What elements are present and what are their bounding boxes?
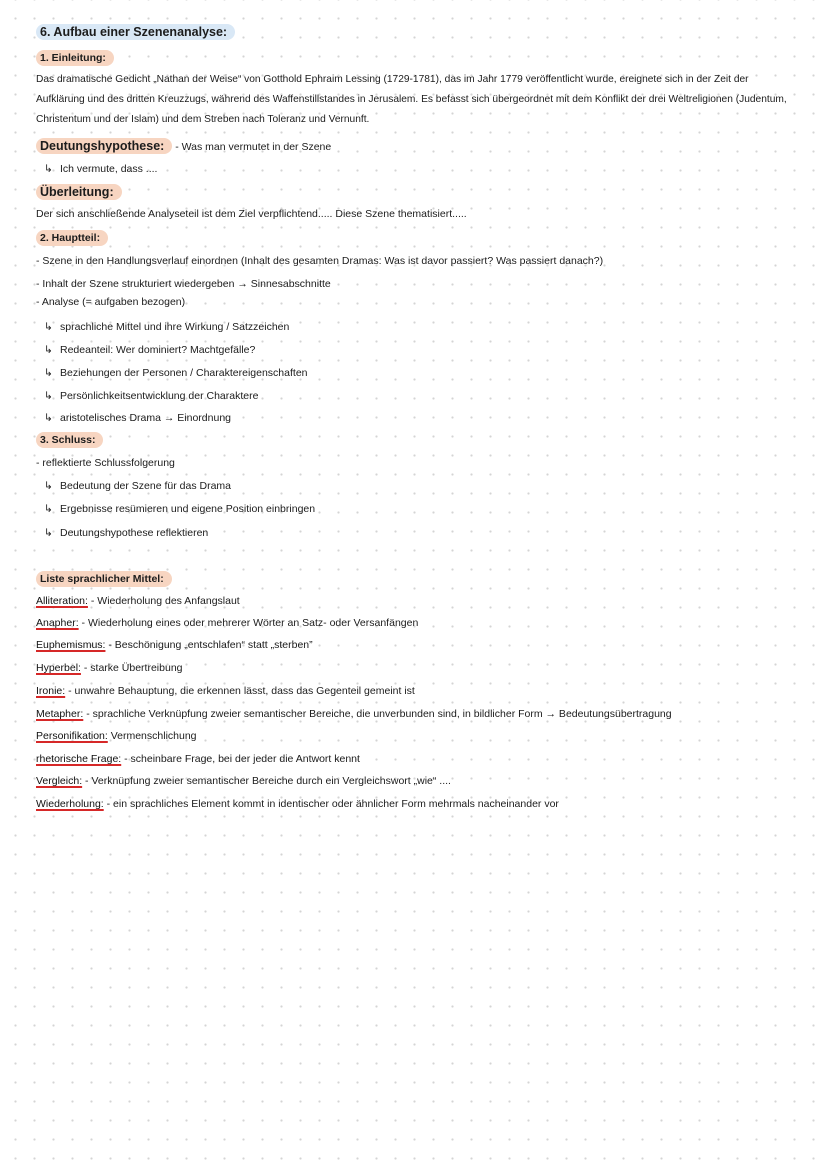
arrow-icon: ↳ — [44, 527, 53, 539]
mittel-term: Anapher: — [36, 617, 79, 629]
subitem-text: sprachliche Mittel und ihre Wirkung / Satzzeichen — [60, 321, 290, 333]
mittel-item — [36, 729, 197, 743]
mittel-term: rhetorische Frage: — [36, 753, 122, 765]
mittel-item — [36, 684, 415, 698]
hauptteil-subitem — [44, 366, 308, 380]
mittel-item — [36, 752, 360, 766]
mittel-item — [36, 707, 672, 721]
arrow-icon: ↳ — [44, 480, 53, 492]
mittel-item — [36, 661, 183, 675]
hauptteil-item: - Szene in den Handlungsverlauf einordnen (Inhalt des gesamten Dramas: Was ist davor passiert? Was passiert danach?) — [36, 255, 604, 267]
arrow-icon: ↳ — [44, 367, 53, 379]
hauptteil-subitem — [44, 389, 258, 403]
title-line — [36, 24, 235, 40]
subitem-text: Deutungshypothese reflektieren — [60, 527, 209, 539]
arrow-icon: ↳ — [44, 412, 53, 424]
deutung-label: Deutungshypothese: — [36, 138, 172, 154]
mittel-item — [36, 797, 559, 811]
mittel-term: Metapher: — [36, 708, 84, 720]
mittel-def: - scheinbare Frage, bei der jeder die Antwort kennt — [121, 753, 360, 765]
mittel-term: Vergleich: — [36, 775, 83, 787]
subitem-text: Redeanteil: Wer dominiert? Machtgefälle? — [60, 344, 256, 356]
mittel-label: Liste sprachlicher Mittel: — [36, 571, 172, 587]
mittel-def: - ein sprachliches Element kommt in identischer oder ähnlicher Form mehrmals nacheinander vor — [103, 798, 559, 810]
arrow-icon: ↳ — [44, 390, 53, 402]
schluss-item: - reflektierte Schlussfolgerung — [36, 457, 175, 469]
schluss-subitem — [44, 502, 315, 516]
schluss-subitem — [44, 526, 208, 540]
mittel-def: Vermenschlichung — [107, 730, 197, 742]
arrow-icon: ↳ — [44, 503, 53, 515]
mittel-term: Wiederholung: — [36, 798, 104, 810]
subitem-text: Bedeutung der Szene für das Drama — [60, 480, 232, 492]
hauptteil-item: - Analyse (= aufgaben bezogen) — [36, 296, 186, 308]
subitem-text: aristotelisches Drama → Einordnung — [60, 412, 231, 424]
schluss-label: 3. Schluss: — [36, 432, 103, 448]
mittel-item — [36, 638, 313, 652]
page-title: 6. Aufbau einer Szenenanalyse: — [36, 24, 235, 40]
hauptteil-item: - Inhalt der Szene strukturiert wiedergeben → Sinnesabschnitte — [36, 278, 331, 290]
mittel-term: Ironie: — [36, 685, 66, 697]
mittel-term: Personifikation: — [36, 730, 108, 742]
deutung-text: - Was man vermutet in der Szene — [175, 141, 332, 153]
deutung-line — [36, 138, 331, 154]
mittel-def: - Verknüpfung zweier semantischer Bereiche durch ein Vergleichswort „wie“ .... — [82, 775, 451, 787]
mittel-term: Euphemismus: — [36, 639, 106, 651]
arrow-icon: ↳ — [44, 321, 53, 333]
hauptteil-subitem — [44, 320, 289, 334]
mittel-heading — [36, 571, 172, 587]
mittel-def: - unwahre Behauptung, die erkennen lässt, dass das Gegenteil gemeint ist — [65, 685, 415, 697]
mittel-def: - Beschönigung „entschlafen“ statt „sterben” — [105, 639, 313, 651]
hauptteil-subitem — [44, 411, 231, 425]
mittel-item — [36, 616, 418, 630]
mittel-term: Alliteration: — [36, 595, 88, 607]
mittel-def: - sprachliche Verknüpfung zweier semantischer Bereiche, die unverbunden sind, in bildlicher Form → Bedeutungsübertragung — [83, 708, 672, 720]
subitem-text: Beziehungen der Personen / Charaktereigenschaften — [60, 367, 308, 379]
subitem-text: Persönlichkeitsentwicklung der Charaktere — [60, 390, 259, 402]
subitem-text: Ergebnisse resümieren und eigene Position einbringen — [60, 503, 316, 515]
ueberleitung-heading — [36, 184, 122, 200]
deutung-sub: Ich vermute, dass .... — [60, 163, 158, 175]
ueberleitung-label: Überleitung: — [36, 184, 122, 200]
hauptteil-subitem — [44, 343, 255, 357]
hauptteil-label: 2. Hauptteil: — [36, 230, 108, 246]
hauptteil-heading — [36, 230, 108, 246]
arrow-icon: ↳ — [44, 344, 53, 356]
einleitung-label: 1. Einleitung: — [36, 50, 114, 66]
mittel-item — [36, 774, 451, 788]
ueberleitung-text: Der sich anschließende Analyseteil ist dem Ziel verpflichtend..... Diese Szene thematisiert..... — [36, 208, 467, 220]
mittel-def: - starke Übertreibung — [80, 662, 183, 674]
schluss-subitem — [44, 479, 231, 493]
einleitung-text: Das dramatische Gedicht „Nathan der Weise“ von Gotthold Ephraim Lessing (1729-1781), das im Jahr 1779 veröffentlicht wurde, ereignete sich in der Zeit der Aufklärung und des dritten Kreuzzugs, während des Waffenstillstandes in Jerusalem. Es befasst sich übergeordnet mit dem Konflikt der drei Weltreligionen (Judentum, Christentum und der Islam) und dem Streben nach Toleranz und Vernunft. — [36, 74, 787, 125]
schluss-heading — [36, 432, 103, 448]
einleitung-heading — [36, 50, 114, 66]
mittel-term: Hyperbel: — [36, 662, 81, 674]
mittel-def: - Wiederholung eines oder mehrerer Wörter an Satz- oder Versanfängen — [78, 617, 419, 629]
mittel-def: - Wiederholung des Anfangslaut — [87, 595, 240, 607]
arrow-icon: ↳ — [44, 163, 53, 175]
deutung-sub-line — [44, 162, 157, 176]
mittel-item — [36, 594, 240, 608]
